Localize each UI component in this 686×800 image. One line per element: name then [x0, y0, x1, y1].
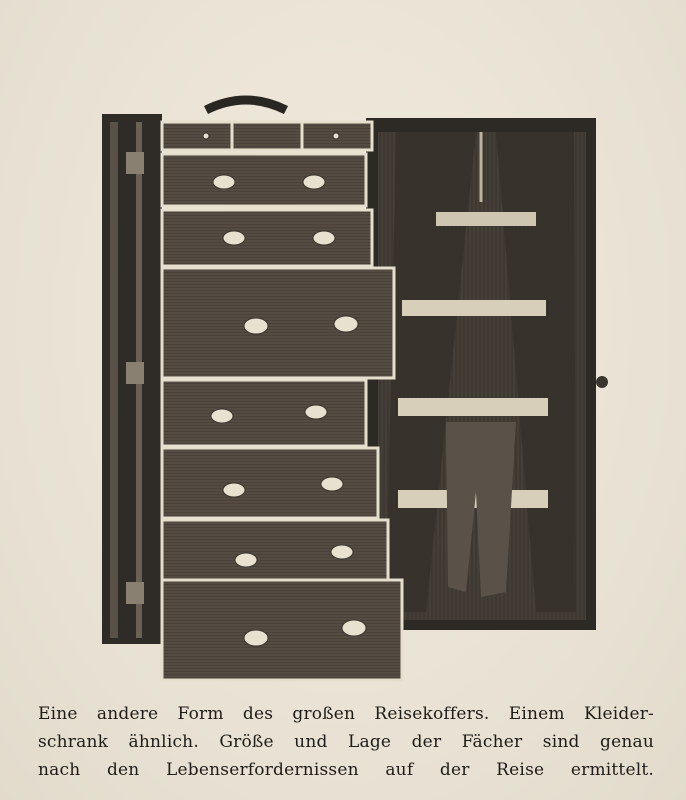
hanger-rail-2 — [402, 300, 546, 316]
trousers — [446, 422, 516, 597]
caption-line-3: nach den Lebenserfordernissen auf der Reise ermittelt. — [38, 760, 654, 780]
figure-caption — [38, 700, 654, 784]
caption-line-2: schrank ähnlich. Größe und Lage der Fächer sind genau — [38, 732, 654, 752]
caption-line-1: Eine andere Form des großen Reisekoffers. Einem Kleider- — [38, 704, 654, 724]
wardrobe-trunk-illustration — [96, 92, 616, 692]
hanger-rail-1 — [436, 212, 536, 226]
drawer-stack — [162, 122, 402, 680]
door-knob — [596, 376, 608, 388]
hanger-rail-3 — [398, 398, 548, 416]
trunk-handle — [206, 100, 286, 110]
